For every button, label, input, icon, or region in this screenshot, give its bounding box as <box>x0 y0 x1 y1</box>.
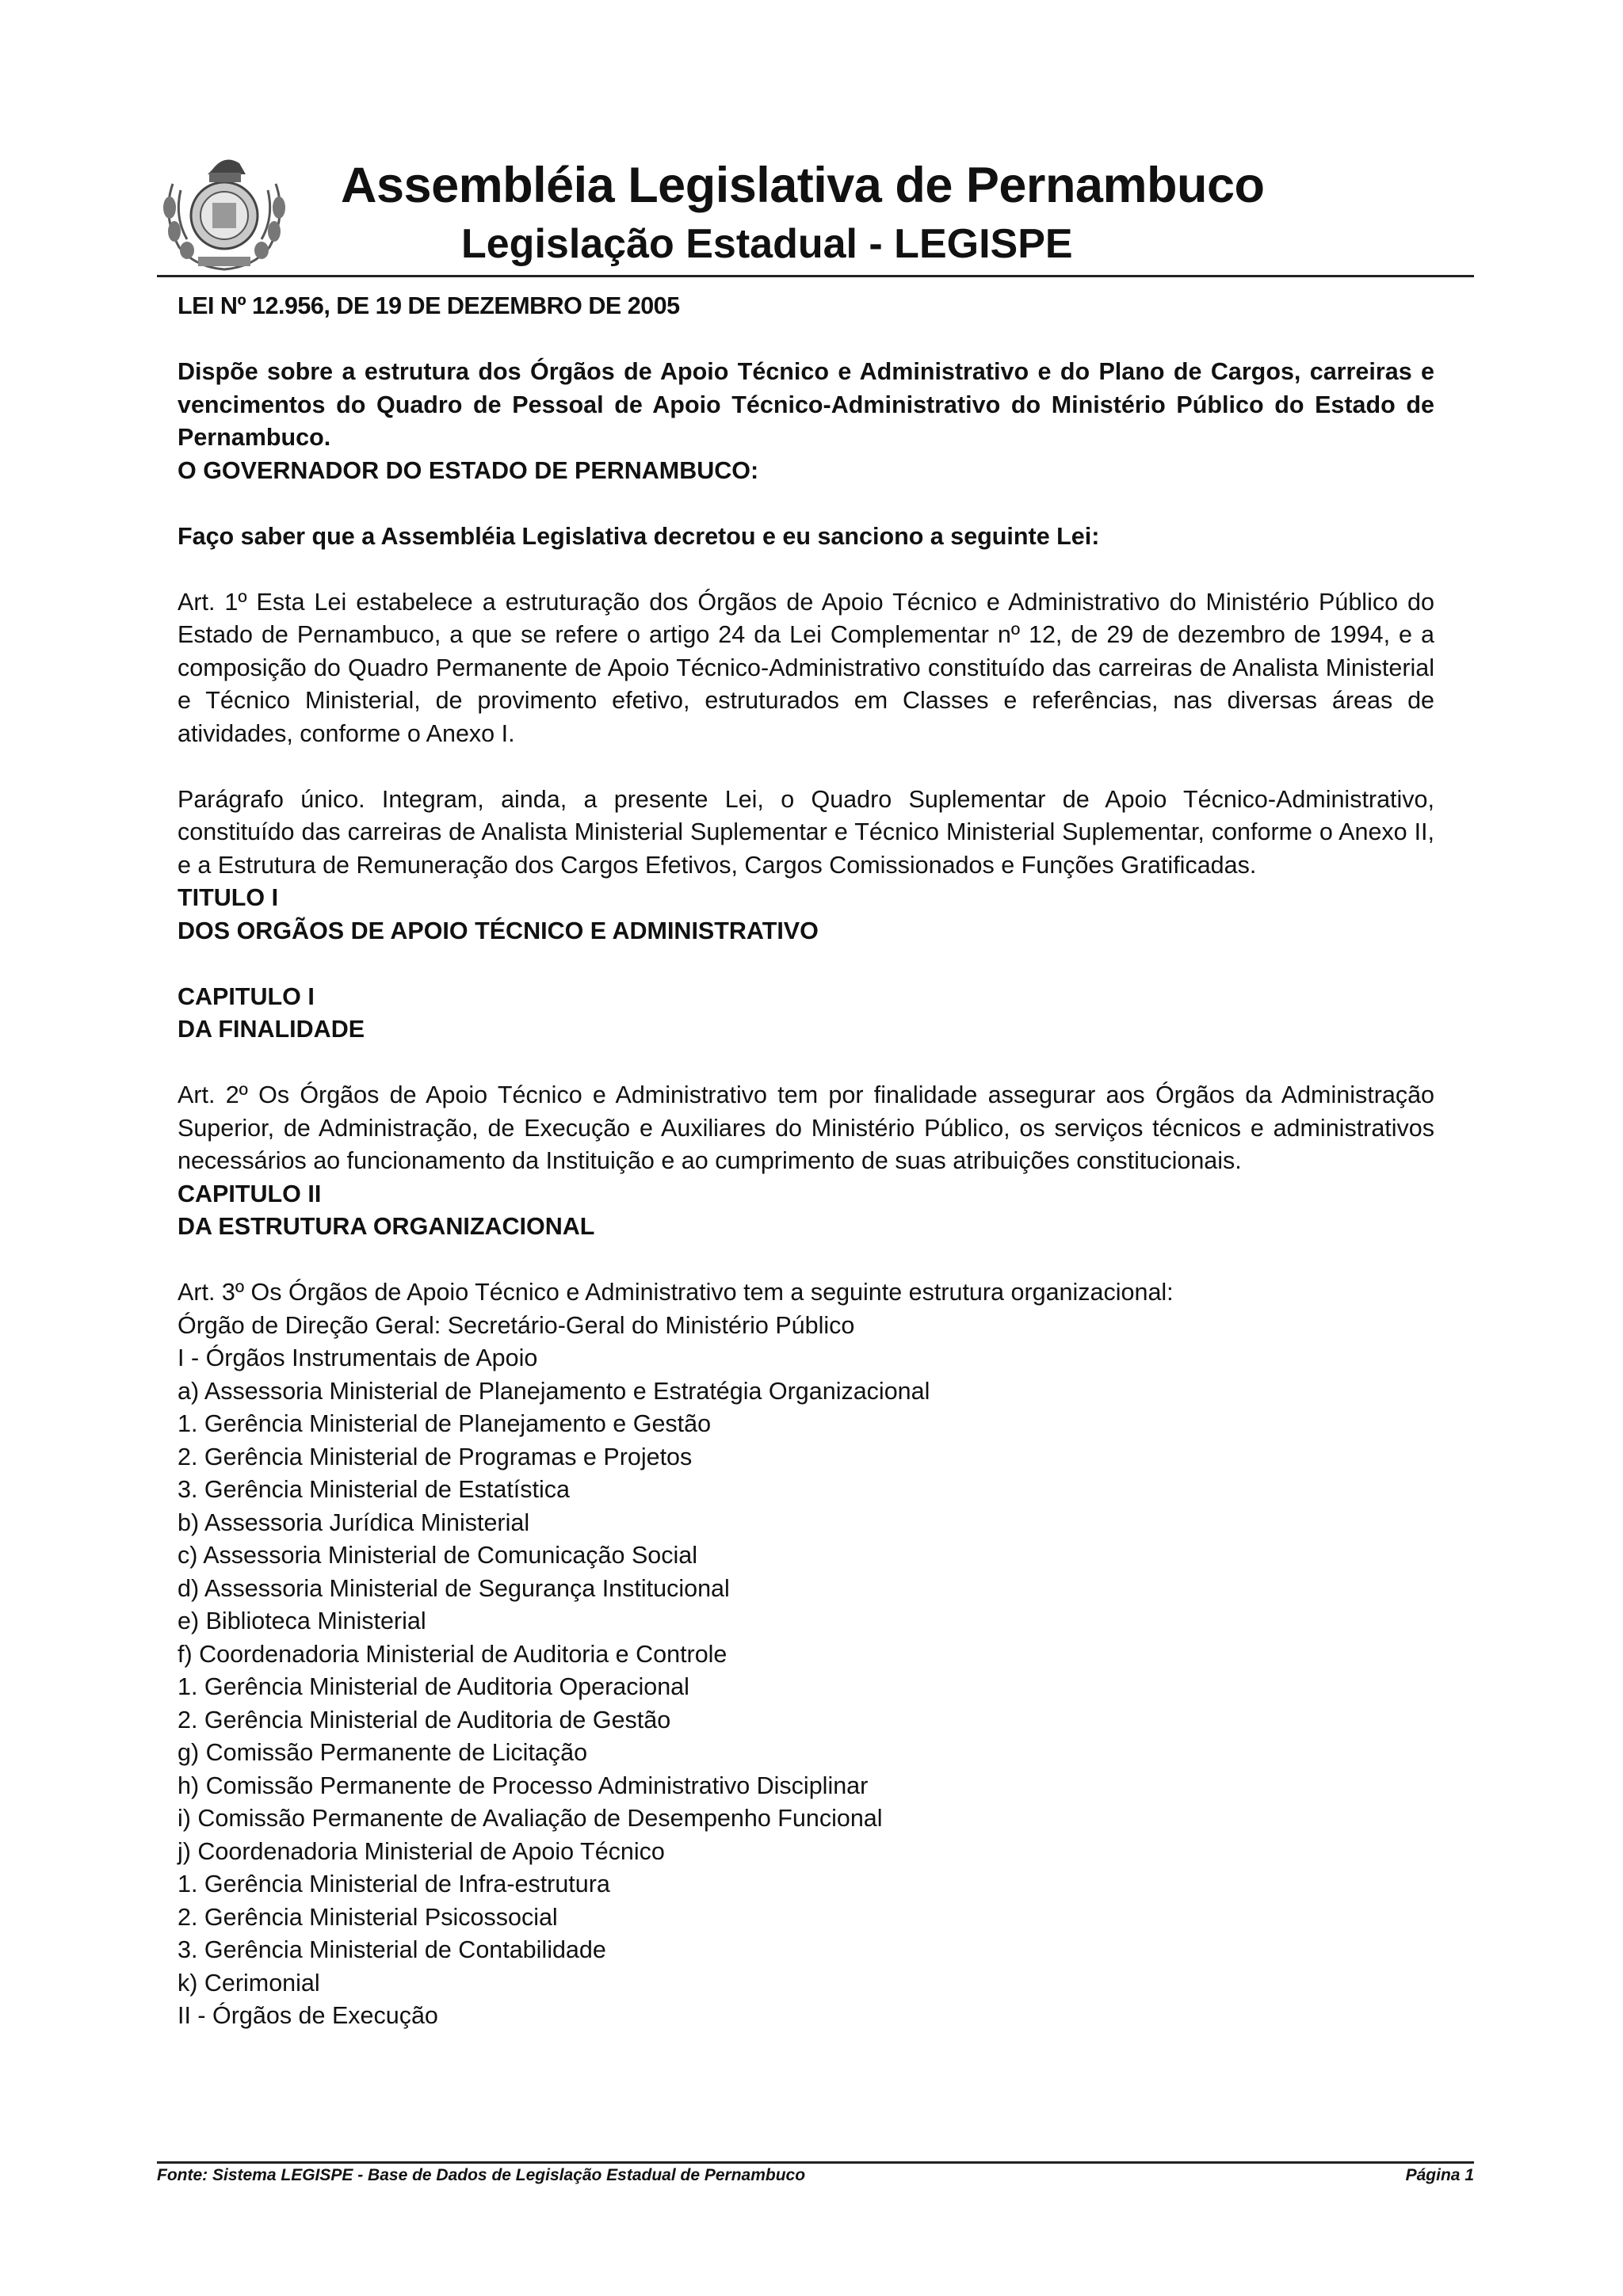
article-3-line: 2. Gerência Ministerial Psicossocial <box>178 1903 558 1931</box>
article-3-line: Órgão de Direção Geral: Secretário-Geral do Ministério Público <box>178 1311 855 1339</box>
article-3-line: 3. Gerência Ministerial de Estatística <box>178 1476 570 1503</box>
chapter-2-name: DA ESTRUTURA ORGANIZACIONAL <box>178 1213 595 1240</box>
title-name: DOS ORGÃOS DE APOIO TÉCNICO E ADMINISTRATIVO <box>178 917 819 944</box>
governor-line: O GOVERNADOR DO ESTADO DE PERNAMBUCO: <box>178 456 759 484</box>
article-3-line: I - Órgãos Instrumentais de Apoio <box>178 1344 538 1371</box>
article-3-line: h) Comissão Permanente de Processo Administrativo Disciplinar <box>178 1772 869 1799</box>
article-3-line: g) Comissão Permanente de Licitação <box>178 1739 588 1766</box>
article-3-line: 2. Gerência Ministerial de Auditoria de Gestão <box>178 1706 671 1733</box>
document-body <box>178 290 1434 2033</box>
chapter-1-heading: CAPITULO I <box>178 982 315 1010</box>
ementa: Dispõe sobre a estrutura dos Órgãos de Apoio Técnico e Administrativo e do Plano de Cargos, carreiras e vencimentos do Quadro de Pessoal de Apoio Técnico-Administrativo do Ministério Público do Estado de Pernambuco. <box>178 358 1434 451</box>
title-heading: TITULO I <box>178 884 279 911</box>
footer-divider <box>157 2161 1474 2164</box>
article-1: Art. 1º Esta Lei estabelece a estruturação dos Órgãos de Apoio Técnico e Administrativo do Ministério Público do Estado de Pernambuco, a que se refere o artigo 24 da Lei Complementar nº 12, de 29 de dezembro de 1994, e a composição do Quadro Permanente de Apoio Técnico-Administrativo constituído das carreiras de Analista Ministerial e Técnico Ministerial, de provimento efetivo, estruturados em Classes e referências, nas diversas áreas de atividades, conforme o Anexo I. <box>178 588 1434 747</box>
article-3-line: e) Biblioteca Ministerial <box>178 1608 426 1634</box>
chapter-1-name: DA FINALIDADE <box>178 1016 365 1043</box>
article-3-line: b) Assessoria Jurídica Ministerial <box>178 1508 530 1536</box>
footer-source: Fonte: Sistema LEGISPE - Base de Dados de Legislação Estadual de Pernambuco <box>157 2166 806 2184</box>
article-3-line: 2. Gerência Ministerial de Programas e Projetos <box>178 1443 693 1470</box>
law-number: LEI Nº 12.956, DE 19 DE DEZEMBRO DE 2005 <box>178 292 680 319</box>
article-3-line: i) Comissão Permanente de Avaliação de Desempenho Funcional <box>178 1805 883 1832</box>
article-3-line: j) Coordenadoria Ministerial de Apoio Técnico <box>178 1837 665 1865</box>
article-1-paragraph: Parágrafo único. Integram, ainda, a presente Lei, o Quadro Suplementar de Apoio Técnico-Administrativo, constituído das carreiras de Analista Ministerial Suplementar e Técnico Ministerial Suplementar, conforme o Anexo II, e a Estrutura de Remuneração dos Cargos Efetivos, Cargos Comissionados e Funções Gratificadas. <box>178 785 1434 879</box>
article-3-line: d) Assessoria Ministerial de Segurança Institucional <box>178 1574 730 1602</box>
article-2: Art. 2º Os Órgãos de Apoio Técnico e Administrativo tem por finalidade assegurar aos Órgãos da Administração Superior, de Administração, de Execução e Auxiliares do Ministério Público, os serviços técnicos e administrativos necessários ao funcionamento da Instituição e ao cumprimento de suas atribuições constitucionais. <box>178 1081 1434 1174</box>
article-3-line: 1. Gerência Ministerial de Auditoria Operacional <box>178 1673 689 1700</box>
header-subtitle: Legislação Estadual - LEGISPE <box>461 221 1073 267</box>
preamble: Faço saber que a Assembléia Legislativa decretou e eu sanciono a seguinte Lei: <box>178 522 1100 550</box>
header-title: Assembléia Legislativa de Pernambuco <box>341 158 1265 213</box>
page-number: Página 1 <box>1405 2166 1474 2184</box>
chapter-2-heading: CAPITULO II <box>178 1180 322 1207</box>
pernambuco-coat-of-arms-icon <box>157 152 292 271</box>
header-divider <box>157 275 1474 277</box>
article-3-line: 1. Gerência Ministerial de Infra-estrutura <box>178 1871 610 1897</box>
article-3-line: 3. Gerência Ministerial de Contabilidade <box>178 1936 606 1963</box>
article-3-line: f) Coordenadoria Ministerial de Auditoria e Controle <box>178 1640 727 1668</box>
article-3-line: II - Órgãos de Execução <box>178 2002 438 2029</box>
article-3-line: k) Cerimonial <box>178 1969 320 1997</box>
article-3-line: 1. Gerência Ministerial de Planejamento e Gestão <box>178 1410 712 1437</box>
article-3-line: Art. 3º Os Órgãos de Apoio Técnico e Administrativo tem a seguinte estrutura organizacional: <box>178 1279 1174 1306</box>
article-3-line: c) Assessoria Ministerial de Comunicação Social <box>178 1542 698 1569</box>
article-3-line: a) Assessoria Ministerial de Planejamento e Estratégia Organizacional <box>178 1377 930 1405</box>
